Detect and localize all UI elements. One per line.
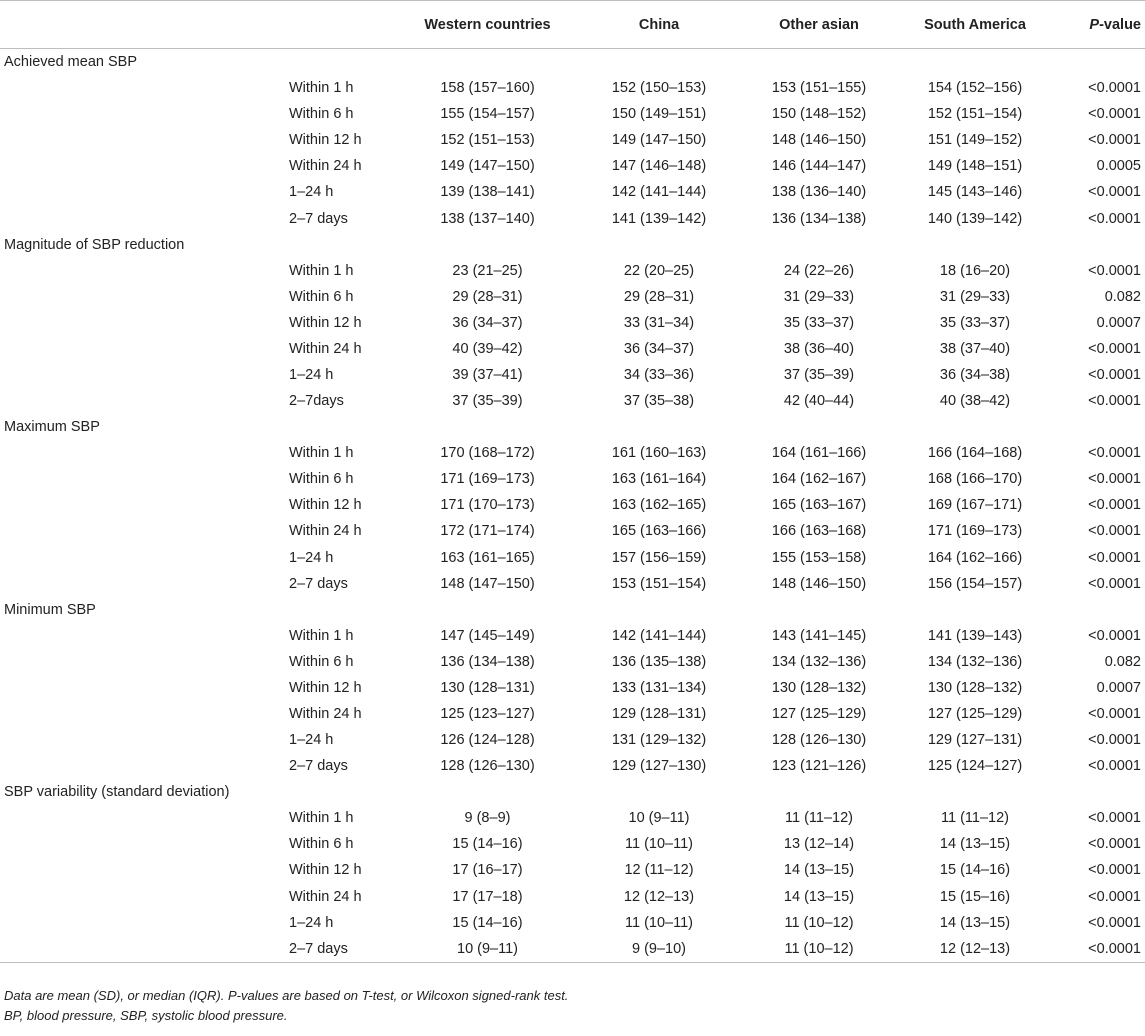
row-label: Within 6 h	[289, 471, 354, 488]
table-row	[0, 75, 1145, 101]
row-label: Within 24 h	[289, 340, 362, 357]
table-header-row	[0, 1, 1145, 49]
cell-other-asian: 14 (13–15)	[783, 888, 855, 905]
section-row	[0, 49, 1145, 76]
cell-china: 12 (11–12)	[624, 862, 694, 879]
cell-western: 39 (37–41)	[452, 366, 523, 383]
cell-china: 157 (156–159)	[611, 549, 707, 566]
cell-p-value: <0.0001	[1088, 523, 1141, 540]
cell-china: 129 (128–131)	[611, 706, 707, 723]
indent-cell	[0, 440, 285, 466]
cell-western: 152 (151–153)	[440, 132, 535, 149]
cell-western: 136 (134–138)	[440, 653, 535, 670]
cell-p-value: <0.0001	[1088, 445, 1141, 462]
row-label: 1–24 h	[289, 549, 334, 566]
cell-south-america: 125 (124–127)	[927, 758, 1023, 775]
cell-south-america: 38 (37–40)	[939, 340, 1011, 357]
indent-cell	[0, 75, 285, 101]
section-title: SBP variability (standard deviation)	[4, 784, 230, 801]
cell-south-america: 31 (29–33)	[939, 288, 1011, 305]
cell-p-value: 0.0007	[1096, 314, 1141, 331]
table-row	[0, 675, 1145, 701]
cell-western: 138 (137–140)	[440, 210, 535, 227]
cell-p-value: <0.0001	[1088, 810, 1141, 827]
table-row	[0, 884, 1145, 910]
cell-other-asian: 123 (121–126)	[771, 758, 867, 775]
cell-china: 153 (151–154)	[611, 575, 707, 592]
cell-china: 12 (12–13)	[623, 888, 695, 905]
indent-cell	[0, 179, 285, 205]
section-row	[0, 597, 1145, 623]
indent-cell	[0, 936, 285, 963]
row-label: Within 24 h	[289, 888, 362, 905]
cell-other-asian: 13 (12–14)	[783, 836, 855, 853]
table-row	[0, 336, 1145, 362]
cell-china: 131 (129–132)	[611, 732, 707, 749]
row-label: Within 1 h	[289, 810, 354, 827]
table-row	[0, 101, 1145, 127]
header-p-italic: P	[1089, 16, 1100, 33]
row-label: Within 1 h	[289, 627, 354, 644]
cell-western: 9 (8–9)	[464, 810, 511, 827]
cell-other-asian: 11 (11–12)	[785, 810, 853, 827]
cell-p-value: <0.0001	[1088, 262, 1141, 279]
cell-western: 128 (126–130)	[440, 758, 535, 775]
cell-p-value: 0.0005	[1096, 158, 1141, 175]
cell-western: 37 (35–39)	[452, 393, 523, 410]
row-label: 1–24 h	[289, 914, 334, 931]
cell-p-value: <0.0001	[1088, 862, 1141, 879]
table-row	[0, 831, 1145, 857]
table-row	[0, 153, 1145, 179]
row-label: Within 12 h	[289, 497, 362, 514]
cell-p-value: <0.0001	[1088, 914, 1141, 931]
table-row	[0, 310, 1145, 336]
cell-china: 22 (20–25)	[623, 262, 695, 279]
section-row	[0, 779, 1145, 805]
cell-western: 36 (34–37)	[452, 314, 523, 331]
cell-south-america: 145 (143–146)	[927, 184, 1023, 201]
table-row	[0, 623, 1145, 649]
cell-p-value: <0.0001	[1088, 366, 1141, 383]
cell-western: 163 (161–165)	[440, 549, 535, 566]
row-label: Within 6 h	[289, 836, 354, 853]
cell-china: 133 (131–134)	[611, 679, 707, 696]
cell-china: 141 (139–142)	[611, 210, 707, 227]
cell-western: 149 (147–150)	[440, 158, 535, 175]
row-label: Within 6 h	[289, 288, 354, 305]
cell-p-value: <0.0001	[1088, 732, 1141, 749]
cell-other-asian: 42 (40–44)	[783, 393, 855, 410]
table-row	[0, 805, 1145, 831]
cell-china: 29 (28–31)	[623, 288, 695, 305]
cell-western: 29 (28–31)	[452, 288, 523, 305]
cell-china: 142 (141–144)	[611, 627, 707, 644]
indent-cell	[0, 101, 285, 127]
footnote-1: Data are mean (SD), or median (IQR). P-values are based on T-test, or Wilcoxon signed-rank test.	[4, 988, 569, 1003]
row-label: Within 24 h	[289, 523, 362, 540]
table-row	[0, 466, 1145, 492]
cell-other-asian: 146 (144–147)	[771, 158, 867, 175]
cell-p-value: <0.0001	[1088, 340, 1141, 357]
cell-china: 11 (10–11)	[625, 836, 693, 853]
cell-china: 9 (9–10)	[570, 936, 748, 963]
cell-south-america: 169 (167–171)	[927, 497, 1023, 514]
cell-other-asian: 24 (22–26)	[783, 262, 855, 279]
indent-cell	[0, 649, 285, 675]
cell-south-america: 152 (151–154)	[927, 106, 1023, 123]
header-p-rest: -value	[1099, 16, 1141, 33]
cell-other-asian: 11 (10–12)	[748, 936, 890, 963]
cell-western: 40 (39–42)	[452, 340, 523, 357]
row-label: 1–24 h	[289, 366, 334, 383]
cell-south-america: 40 (38–42)	[939, 393, 1011, 410]
indent-cell	[0, 153, 285, 179]
cell-china: 147 (146–148)	[611, 158, 707, 175]
header-other-asian: Other asian	[748, 1, 890, 49]
indent-cell	[0, 205, 285, 231]
indent-cell	[0, 727, 285, 753]
cell-p-value: <0.0001	[1088, 471, 1141, 488]
cell-south-america: 15 (14–16)	[939, 862, 1011, 879]
cell-south-america: 14 (13–15)	[939, 914, 1011, 931]
indent-cell	[0, 388, 285, 414]
cell-western: 17 (17–18)	[452, 888, 523, 905]
table-body	[0, 49, 1145, 963]
cell-other-asian: 128 (126–130)	[771, 732, 867, 749]
cell-other-asian: 164 (162–167)	[771, 471, 867, 488]
cell-western: 158 (157–160)	[440, 80, 535, 97]
cell-south-america: 12 (12–13)	[890, 936, 1060, 963]
row-label: Within 6 h	[289, 106, 354, 123]
indent-cell	[0, 910, 285, 936]
cell-china: 34 (33–36)	[623, 366, 695, 383]
indent-cell	[0, 884, 285, 910]
cell-south-america: 18 (16–20)	[939, 262, 1011, 279]
table-row	[0, 284, 1145, 310]
cell-p-value: <0.0001	[1088, 210, 1141, 227]
row-label: 2–7 days	[289, 758, 348, 775]
header-empty	[0, 1, 405, 49]
indent-cell	[0, 805, 285, 831]
cell-other-asian: 127 (125–129)	[771, 706, 867, 723]
row-label: 1–24 h	[289, 732, 334, 749]
cell-china: 10 (9–11)	[628, 810, 690, 827]
indent-cell	[0, 545, 285, 571]
table-row	[0, 127, 1145, 153]
table-row	[0, 545, 1145, 571]
cell-south-america: 149 (148–151)	[927, 158, 1023, 175]
header-p-value	[1060, 1, 1145, 49]
table-row	[0, 753, 1145, 779]
indent-cell	[0, 310, 285, 336]
cell-other-asian: 164 (161–166)	[771, 445, 867, 462]
row-label: Within 1 h	[289, 445, 354, 462]
cell-china: 149 (147–150)	[611, 132, 707, 149]
header-china: China	[570, 1, 748, 49]
row-label: 2–7days	[289, 393, 344, 410]
cell-p-value: <0.0001	[1088, 706, 1141, 723]
header-western: Western countries	[405, 1, 570, 49]
row-label: Within 1 h	[289, 80, 354, 97]
cell-p-value: 0.0007	[1096, 679, 1141, 696]
cell-china: 161 (160–163)	[611, 445, 707, 462]
cell-p-value: 0.082	[1104, 653, 1141, 670]
cell-other-asian: 35 (33–37)	[783, 314, 855, 331]
row-label: 2–7 days	[289, 210, 348, 227]
cell-other-asian: 153 (151–155)	[771, 80, 867, 97]
cell-other-asian: 165 (163–167)	[771, 497, 867, 514]
cell-other-asian: 14 (13–15)	[783, 862, 855, 879]
cell-china: 142 (141–144)	[611, 184, 707, 201]
table-row	[0, 571, 1145, 597]
cell-p-value: 0.082	[1104, 288, 1141, 305]
table-row	[0, 518, 1145, 544]
cell-south-america: 171 (169–173)	[927, 523, 1023, 540]
cell-south-america: 164 (162–166)	[927, 549, 1023, 566]
cell-p-value: <0.0001	[1088, 549, 1141, 566]
table-row	[0, 440, 1145, 466]
indent-cell	[0, 753, 285, 779]
cell-other-asian: 138 (136–140)	[771, 184, 867, 201]
table-row	[0, 936, 1145, 963]
cell-china: 163 (162–165)	[611, 497, 707, 514]
table-row	[0, 727, 1145, 753]
cell-western: 126 (124–128)	[440, 732, 535, 749]
cell-china: 11 (10–11)	[625, 914, 693, 931]
row-label: Within 6 h	[289, 653, 354, 670]
cell-western: 171 (170–173)	[440, 497, 535, 514]
cell-western: 10 (9–11)	[405, 936, 570, 963]
row-label: 2–7 days	[285, 936, 405, 963]
indent-cell	[0, 857, 285, 883]
cell-south-america: 140 (139–142)	[927, 210, 1023, 227]
cell-p-value: <0.0001	[1088, 80, 1141, 97]
cell-south-america: 141 (139–143)	[927, 627, 1023, 644]
cell-western: 155 (154–157)	[440, 106, 535, 123]
cell-other-asian: 148 (146–150)	[771, 575, 867, 592]
section-title: Magnitude of SBP reduction	[4, 236, 185, 253]
cell-china: 152 (150–153)	[611, 80, 707, 97]
cell-china: 136 (135–138)	[611, 653, 707, 670]
indent-cell	[0, 623, 285, 649]
cell-other-asian: 136 (134–138)	[771, 210, 867, 227]
cell-south-america: 35 (33–37)	[939, 314, 1011, 331]
table-row	[0, 362, 1145, 388]
cell-western: 148 (147–150)	[440, 575, 535, 592]
cell-other-asian: 143 (141–145)	[771, 627, 867, 644]
row-label: Within 1 h	[289, 262, 354, 279]
row-label: Within 24 h	[289, 706, 362, 723]
cell-china: 36 (34–37)	[623, 340, 695, 357]
cell-other-asian: 150 (148–152)	[771, 106, 867, 123]
cell-other-asian: 38 (36–40)	[783, 340, 855, 357]
cell-p-value: <0.0001	[1088, 575, 1141, 592]
cell-western: 147 (145–149)	[440, 627, 535, 644]
cell-p-value: <0.0001	[1088, 627, 1141, 644]
cell-p-value: <0.0001	[1088, 184, 1141, 201]
header-south-america: South America	[890, 1, 1060, 49]
indent-cell	[0, 127, 285, 153]
row-label: Within 12 h	[289, 314, 362, 331]
section-title: Minimum SBP	[4, 601, 96, 618]
cell-western: 15 (14–16)	[452, 836, 523, 853]
cell-western: 139 (138–141)	[440, 184, 535, 201]
indent-cell	[0, 492, 285, 518]
footnote-2: BP, blood pressure, SBP, systolic blood pressure.	[4, 1008, 288, 1023]
cell-p-value: <0.0001	[1088, 888, 1141, 905]
cell-western: 130 (128–131)	[440, 679, 535, 696]
table-row	[0, 857, 1145, 883]
cell-other-asian: 11 (10–12)	[784, 914, 854, 931]
indent-cell	[0, 284, 285, 310]
cell-china: 150 (149–151)	[611, 106, 707, 123]
indent-cell	[0, 701, 285, 727]
indent-cell	[0, 518, 285, 544]
cell-south-america: 11 (11–12)	[941, 810, 1009, 827]
indent-cell	[0, 336, 285, 362]
row-label: Within 24 h	[289, 158, 362, 175]
cell-other-asian: 155 (153–158)	[771, 549, 867, 566]
cell-south-america: 127 (125–129)	[927, 706, 1023, 723]
cell-china: 163 (161–164)	[611, 471, 707, 488]
cell-south-america: 14 (13–15)	[939, 836, 1011, 853]
cell-western: 171 (169–173)	[440, 471, 535, 488]
cell-other-asian: 130 (128–132)	[771, 679, 867, 696]
cell-south-america: 134 (132–136)	[927, 653, 1023, 670]
cell-western: 125 (123–127)	[440, 706, 535, 723]
cell-p-value: <0.0001	[1088, 106, 1141, 123]
cell-western: 172 (171–174)	[440, 523, 535, 540]
footnotes	[4, 986, 568, 1026]
indent-cell	[0, 258, 285, 284]
cell-other-asian: 166 (163–168)	[771, 523, 867, 540]
cell-western: 15 (14–16)	[452, 914, 523, 931]
cell-western: 170 (168–172)	[440, 445, 535, 462]
cell-western: 17 (16–17)	[452, 862, 523, 879]
table-row	[0, 910, 1145, 936]
cell-south-america: 166 (164–168)	[927, 445, 1023, 462]
section-row	[0, 414, 1145, 440]
cell-p-value: <0.0001	[1088, 132, 1141, 149]
cell-china: 37 (35–38)	[623, 393, 695, 410]
row-label: Within 12 h	[289, 679, 362, 696]
cell-p-value: <0.0001	[1088, 393, 1141, 410]
cell-p-value: <0.0001	[1088, 497, 1141, 514]
row-label: 1–24 h	[289, 184, 334, 201]
table-row	[0, 179, 1145, 205]
cell-south-america: 154 (152–156)	[927, 80, 1023, 97]
cell-p-value: <0.0001	[1088, 836, 1141, 853]
table-row	[0, 258, 1145, 284]
cell-western: 23 (21–25)	[452, 262, 523, 279]
row-label: Within 12 h	[289, 132, 362, 149]
cell-china: 129 (127–130)	[611, 758, 707, 775]
table-row	[0, 388, 1145, 414]
row-label: 2–7 days	[289, 575, 348, 592]
cell-p-value: <0.0001	[1088, 758, 1141, 775]
cell-p-value: <0.0001	[1060, 936, 1145, 963]
cell-south-america: 15 (15–16)	[939, 888, 1011, 905]
indent-cell	[0, 675, 285, 701]
cell-south-america: 129 (127–131)	[927, 732, 1023, 749]
section-title: Maximum SBP	[4, 419, 100, 436]
table-row	[0, 492, 1145, 518]
cell-other-asian: 37 (35–39)	[783, 366, 855, 383]
table-row	[0, 205, 1145, 231]
table-row	[0, 701, 1145, 727]
cell-south-america: 156 (154–157)	[927, 575, 1023, 592]
cell-south-america: 130 (128–132)	[927, 679, 1023, 696]
indent-cell	[0, 571, 285, 597]
cell-south-america: 36 (34–38)	[939, 366, 1011, 383]
table-row	[0, 649, 1145, 675]
cell-other-asian: 31 (29–33)	[783, 288, 855, 305]
cell-south-america: 168 (166–170)	[927, 471, 1023, 488]
section-title: Achieved mean SBP	[4, 54, 137, 70]
cell-other-asian: 134 (132–136)	[771, 653, 867, 670]
section-row	[0, 232, 1145, 258]
cell-china: 165 (163–166)	[611, 523, 707, 540]
cell-south-america: 151 (149–152)	[927, 132, 1023, 149]
cell-china: 33 (31–34)	[623, 314, 695, 331]
row-label: Within 12 h	[289, 862, 362, 879]
indent-cell	[0, 362, 285, 388]
indent-cell	[0, 831, 285, 857]
indent-cell	[0, 466, 285, 492]
cell-other-asian: 148 (146–150)	[771, 132, 867, 149]
